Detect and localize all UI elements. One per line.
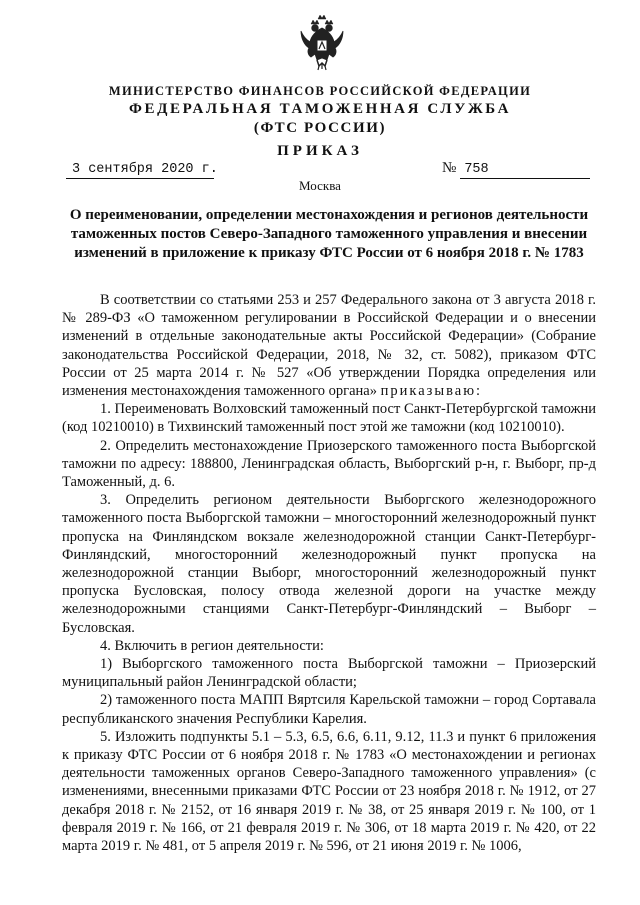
paragraph-3: 3. Определить регионом деятельности Выборгского железнодорожного таможенного поста Выборгской таможни – многосторонний железнодорожный пункт пропуска на Финляндском вокзале железнодорожной станции Санкт-Петербург-Финляндский, многосторонний железнодорожный пункт пропуска на железнодорожной станции Выборг, многосторонний железнодорожный пункт пропуска Бусловская, полосу отвода железной дороги на участке между железнодорожными станциями Санкт-Петербург-Финляндский – Выборг – Бусловская.: [62, 492, 596, 636]
document-number: [442, 160, 489, 177]
paragraph-1: 1. Переименовать Волховский таможенный пост Санкт-Петербургской таможни (код 10210010) в Тихвинский таможенный пост этой же таможни (код 10210010).: [62, 401, 596, 436]
number-value: 758: [464, 162, 489, 177]
intro-paragraph: [62, 291, 596, 400]
document-body: [62, 291, 596, 855]
paragraph-4: 4. Включить в регион деятельности:: [100, 637, 324, 654]
document-city: Москва: [299, 178, 341, 193]
intro-text: В соответствии со статьями 253 и 257 Федерального закона от 3 августа 2018 г. № 289-ФЗ «О таможенном регулировании в Российской Федерации и о внесении изменений в отдельные законодательные акты Российской Федерации» (Собрание законодательства Российской Федерации, 2018, № 32, ст. 5082), приказом ФТС России от 25 марта 2014 г. № 527 «Об утверждении Порядка определения или изменения местонахождения таможенного органа»: [62, 292, 596, 400]
document-title: О переименовании, определении местонахождения и регионов деятельности таможенных постов Северо-Западного таможенного управления и внесении изменений в приложение к приказу ФТС России от 6 ноября 2018 г. № 1783: [69, 207, 589, 261]
order-word: приказываю:: [380, 383, 483, 400]
paragraph-4-2: 2) таможенного поста МАПП Вяртсиля Карельской таможни – город Сортавала республиканского значения Республики Карелия.: [62, 692, 596, 727]
document-date: 3 сентября 2020 г.: [72, 162, 218, 177]
paragraph-2: 2. Определить местонахождение Приозерского таможенного поста Выборгской таможни по адресу: 188800, Ленинградская область, Выборгский р-н, г. Выборг, пр-д Таможенный, д. 6.: [62, 437, 596, 491]
service-name: ФЕДЕРАЛЬНАЯ ТАМОЖЕННАЯ СЛУЖБА: [128, 101, 512, 117]
coat-of-arms-emblem-icon: [297, 14, 347, 72]
paragraph-5: 5. Изложить подпункты 5.1 – 5.3, 6.5, 6.6, 6.11, 9.12, 11.3 и пункт 6 приложения к приказу ФТС России от 6 ноября 2018 г. № 1783 «О местонахождении и регионах деятельности таможенных органов Северо-Западного таможенного управления» (с изменениями, внесенными приказами ФТС России от 23 ноября 2018 г. № 1912, от 27 декабря 2018 г. № 2152, от 16 января 2019 г. № 38, от 25 января 2019 г. № 100, от 1 февраля 2019 г. № 166, от 21 февраля 2019 г. № 306, от 18 марта 2019 г. № 420, от 22 марта 2019 г. № 481, от 5 апреля 2019 г. № 596, от 21 июня 2019 г. № 1006,: [62, 728, 596, 855]
service-abbreviation: (ФТС РОССИИ): [253, 120, 387, 136]
number-sign: №: [442, 160, 457, 176]
paragraph-4-1: 1) Выборгского таможенного поста Выборгской таможни – Приозерский муниципальный район Ленинградской области;: [62, 656, 596, 691]
ministry-name: МИНИСТЕРСТВО ФИНАНСОВ РОССИЙСКОЙ ФЕДЕРАЦИИ: [108, 84, 532, 98]
document-type: ПРИКАЗ: [277, 143, 363, 159]
